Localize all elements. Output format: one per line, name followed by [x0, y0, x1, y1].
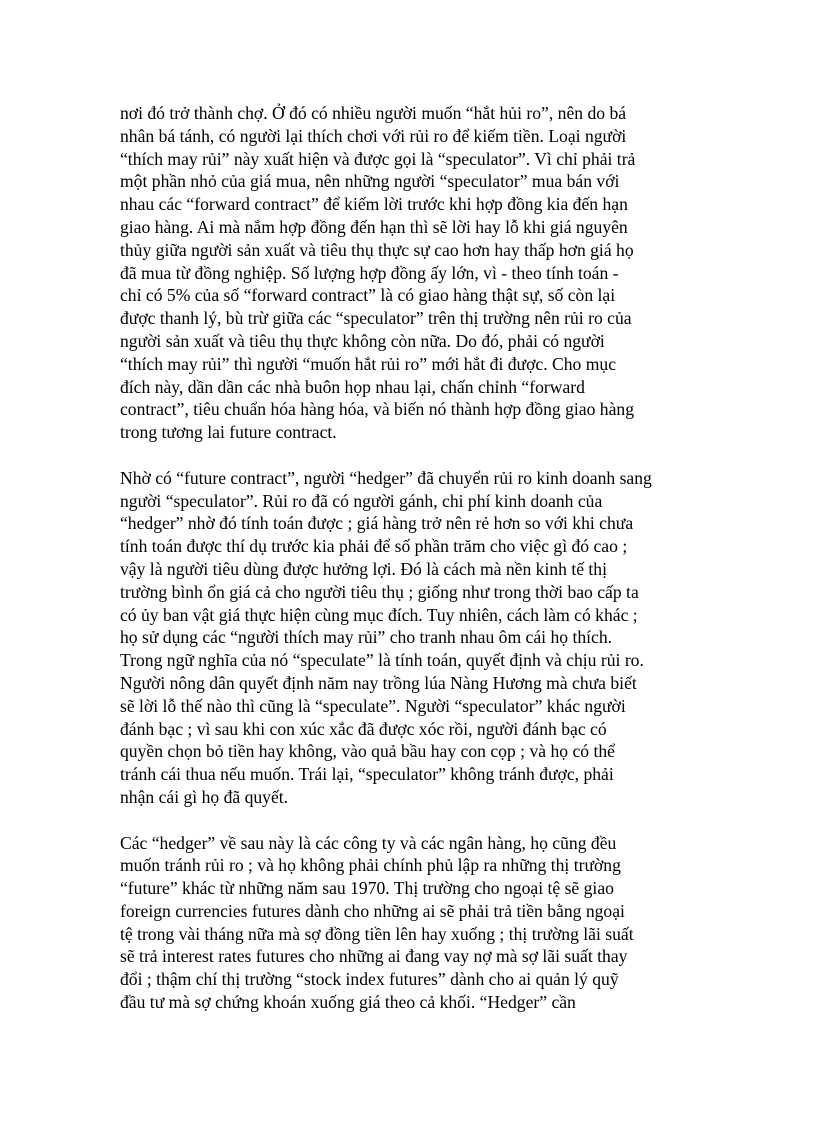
- text-line: Nhờ có “future contract”, người “hedger” đã chuyển rủi ro kinh doanh sang: [120, 467, 652, 488]
- text-line: giao hàng. Ai mà nắm hợp đồng đến hạn thì sẽ lời hay lỗ khi giá nguyên: [120, 216, 628, 237]
- text-line: đầu tư mà sợ chứng khoán xuống giá theo cả khối. “Hedger” cần: [120, 992, 576, 1013]
- text-line: contract”, tiêu chuẩn hóa hàng hóa, và biến nó thành hợp đồng giao hàng: [120, 399, 634, 420]
- text-line: foreign currencies futures dành cho những ai sẽ phải trả tiền bằng ngoại: [120, 900, 625, 921]
- text-line: Trong ngữ nghĩa của nó “speculate” là tính toán, quyết định và chịu rủi ro.: [120, 650, 644, 671]
- text-line: người “speculator”. Rủi ro đã có người gánh, chi phí kinh doanh của: [120, 490, 603, 511]
- text-line: sẽ trả interest rates futures cho những ai đang vay nợ mà sợ lãi suất thay: [120, 946, 628, 967]
- text-line: “thích may rủi” này xuất hiện và được gọi là “speculator”. Vì chỉ phải trả: [120, 148, 636, 169]
- text-line: nhận cái gì họ đã quyết.: [120, 786, 289, 807]
- text-line: nhau các “forward contract” để kiếm lời trước khi hợp đồng kia đến hạn: [120, 194, 628, 215]
- text-line: đổi ; thậm chí thị trường “stock index futures” dành cho ai quản lý quỹ: [120, 969, 619, 990]
- text-line: đích này, dần dần các nhà buôn họp nhau lại, chấn chỉnh “forward: [120, 376, 585, 397]
- text-line: trường bình ổn giá cả cho người tiêu thụ ; giống như trong thời bao cấp ta: [120, 581, 639, 602]
- text-line: người sản xuất và tiêu thụ thực không còn nữa. Do đó, phải có người: [120, 330, 605, 351]
- text-line: chỉ có 5% của số “forward contract” là có giao hàng thật sự, số còn lại: [120, 285, 616, 306]
- text-line: Các “hedger” về sau này là các công ty và các ngân hàng, họ cũng đều: [120, 832, 617, 853]
- text-line: họ sử dụng các “người thích may rủi” cho tranh nhau ôm cái họ thích.: [120, 627, 613, 648]
- text-line: quyền chọn bỏ tiền hay không, vào quả bầu hay con cọp ; và họ có thể: [120, 741, 615, 762]
- text-line: “future” khác từ những năm sau 1970. Thị trường cho ngoại tệ sẽ giao: [120, 878, 614, 899]
- text-line: trong tương lai future contract.: [120, 422, 337, 443]
- text-line: nơi đó trở thành chợ. Ở đó có nhiều người muốn “hắt hủi ro”, nên do bá: [120, 103, 627, 123]
- text-line: thủy giữa người sản xuất và tiêu thụ thực sự cao hơn hay thấp hơn giá họ: [120, 239, 634, 260]
- text-line: đã mua từ đồng nghiệp. Số lượng hợp đồng ấy lớn, vì - theo tính toán -: [120, 262, 619, 283]
- text-line: muốn tránh rủi ro ; và họ không phải chính phủ lập ra những thị trường: [120, 855, 621, 876]
- text-line: Người nông dân quyết định năm nay trồng lúa Nàng Hương mà chưa biết: [120, 672, 637, 693]
- paragraph-spacer: [120, 809, 710, 832]
- paragraph: [120, 102, 710, 444]
- text-line: vậy là người tiêu dùng được hưởng lợi. Đó là cách mà nền kinh tế thị: [120, 558, 607, 579]
- text-line: một phần nhỏ của giá mua, nên những người “speculator” mua bán với: [120, 171, 620, 192]
- text-line: tính toán được thí dụ trước kia phải để số phần trăm cho việc gì đó cao ;: [120, 536, 628, 557]
- text-line: “thích may rủi” thì người “muốn hắt rủi ro” mới hắt đi được. Cho mục: [120, 353, 617, 374]
- text-line: tránh cái thua nếu muốn. Trái lại, “speculator” không tránh được, phải: [120, 764, 614, 785]
- text-line: sẽ lời lỗ thế nào thì cũng là “speculate”. Người “speculator” khác người: [120, 695, 626, 716]
- text-line: “hedger” nhờ đó tính toán được ; giá hàng trở nên rẻ hơn so với khi chưa: [120, 513, 634, 534]
- text-line: nhân bá tánh, có người lại thích chơi với rủi ro để kiếm tiền. Loại người: [120, 125, 627, 146]
- paragraph-spacer: [120, 444, 710, 467]
- text-line: có ủy ban vật giá thực hiện cùng mục đích. Tuy nhiên, cách làm có khác ;: [120, 604, 638, 625]
- paragraph: [120, 467, 710, 809]
- body-text: [120, 102, 710, 1014]
- paragraph: [120, 832, 710, 1014]
- text-line: được thanh lý, bù trừ giữa các “speculator” trên thị trường nên rủi ro của: [120, 308, 632, 329]
- text-line: tệ trong vài tháng nữa mà sợ đồng tiền lên hay xuống ; thị trường lãi suất: [120, 923, 634, 944]
- text-line: đánh bạc ; vì sau khi con xúc xắc đã được xóc rồi, người đánh bạc có: [120, 718, 607, 739]
